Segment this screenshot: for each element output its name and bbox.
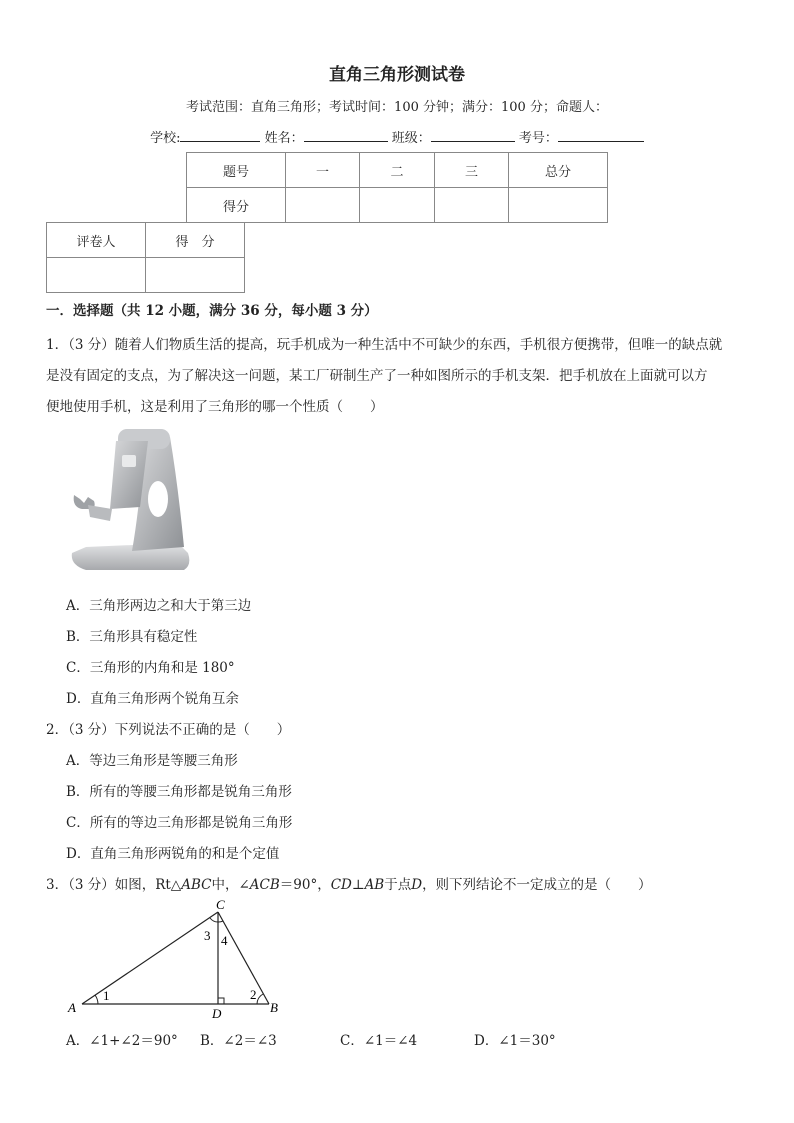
score-row-label: 得分 (187, 188, 286, 223)
angle-3-arc (210, 918, 218, 922)
q3-stem-part: 3．（3 分）如图，Rt△ (46, 877, 182, 893)
q3-stem-part: ACB (249, 877, 280, 893)
vertex-label-a: A (68, 1000, 76, 1015)
angle-2-arc (257, 994, 263, 1004)
student-info (0, 127, 794, 146)
grader-header-cell: 得 分 (146, 223, 245, 258)
class-blank[interactable] (431, 127, 515, 142)
q1-stem-line3: 便地使用手机，这是利用了三角形的哪一个性质（ ） (46, 399, 384, 415)
q3-stem-part: AB (364, 877, 385, 893)
angle-label-3: 3 (204, 928, 211, 943)
q3-stem-part: ⊥ (351, 877, 365, 893)
grader-table (46, 222, 245, 293)
angle-label-2: 2 (250, 987, 257, 1002)
q3-option-d[interactable]: D．∠1＝30° (474, 1033, 556, 1049)
exam-meta: 考试范围：直角三角形；考试时间：100 分钟；满分：100 分；命题人： (186, 100, 608, 115)
score-cell[interactable] (509, 188, 608, 223)
number-blank[interactable] (558, 127, 644, 142)
angle-4-arc (218, 921, 223, 922)
q3-stem-part: 于点 (384, 877, 412, 893)
q3-stem-part: D (411, 877, 423, 893)
q1-option-b[interactable]: B．三角形具有稳定性 (66, 629, 198, 645)
angle-1-arc (95, 995, 98, 1004)
q2-option-d[interactable]: D．直角三角形两锐角的和是个定值 (66, 846, 280, 862)
score-cell[interactable] (435, 188, 509, 223)
q1-stem-line1: 1．（3 分）随着人们物质生活的提高，玩手机成为一种生活中不可缺少的东西，手机很方便携带，但唯一的缺点就 (46, 337, 723, 353)
q1-stem-line2: 是没有固定的支点，为了解决这一问题，某工厂研制生产了一种如图所示的手机支架．把手机放在上面就可以方 (46, 368, 708, 384)
angle-label-4: 4 (221, 933, 228, 948)
score-table-header-row (187, 153, 608, 188)
vertex-label-d: D (212, 1006, 222, 1021)
score-header-cell: 三 (435, 153, 509, 188)
q2-stem: 2．（3 分）下列说法不正确的是（ ） (46, 722, 291, 738)
q3-option-c[interactable]: C．∠1＝∠4 (340, 1033, 418, 1049)
grader-cell[interactable] (47, 258, 146, 293)
score-cell[interactable] (286, 188, 360, 223)
grader-row (47, 258, 245, 293)
name-label: 姓名： (264, 131, 304, 146)
number-label: 考号： (518, 131, 558, 146)
page-title: 直角三角形测试卷 (329, 65, 465, 85)
score-header-cell: 一 (286, 153, 360, 188)
q3-stem-part: ABC (181, 877, 212, 893)
q3-stem-part: CD (330, 877, 352, 893)
school-label: 学校: (150, 131, 181, 146)
angle-label-1: 1 (103, 988, 110, 1003)
class-label: 班级： (391, 131, 431, 146)
grader-cell[interactable] (146, 258, 245, 293)
q3-option-b[interactable]: B．∠2＝∠3 (200, 1033, 277, 1049)
q3-option-a[interactable]: A．∠1+∠2＝90° (66, 1033, 178, 1049)
grader-header-row (47, 223, 245, 258)
q2-option-c[interactable]: C．所有的等边三角形都是锐角三角形 (66, 815, 293, 831)
q3-stem (46, 873, 652, 893)
score-header-cell: 二 (360, 153, 435, 188)
q3-stem-part: 中，∠ (211, 877, 250, 893)
section-heading: 一．选择题（共 12 小题，满分 36 分，每小题 3 分） (46, 303, 378, 319)
vertex-label-c: C (216, 898, 225, 912)
q3-stem-part: ＝90°， (279, 877, 331, 893)
score-header-cell: 题号 (187, 153, 286, 188)
q1-option-a[interactable]: A．三角形两边之和大于第三边 (66, 598, 252, 614)
score-header-cell: 总分 (509, 153, 608, 188)
side-bc (218, 912, 269, 1004)
right-angle-mark (218, 998, 224, 1004)
score-table (186, 152, 608, 223)
phone-stand-image (66, 425, 196, 575)
q1-option-d[interactable]: D．直角三角形两个锐角互余 (66, 691, 239, 707)
q1-option-c[interactable]: C．三角形的内角和是 180° (66, 660, 235, 676)
score-cell[interactable] (360, 188, 435, 223)
grader-header-cell: 评卷人 (47, 223, 146, 258)
name-blank[interactable] (304, 127, 388, 142)
q2-option-a[interactable]: A．等边三角形是等腰三角形 (66, 753, 238, 769)
q2-option-b[interactable]: B．所有的等腰三角形都是锐角三角形 (66, 784, 292, 800)
school-blank[interactable] (180, 127, 260, 142)
score-table-row (187, 188, 608, 223)
vertex-label-b: B (270, 1000, 278, 1015)
q3-stem-part: ，则下列结论不一定成立的是（ ） (422, 877, 652, 893)
triangle-figure (60, 898, 300, 1024)
